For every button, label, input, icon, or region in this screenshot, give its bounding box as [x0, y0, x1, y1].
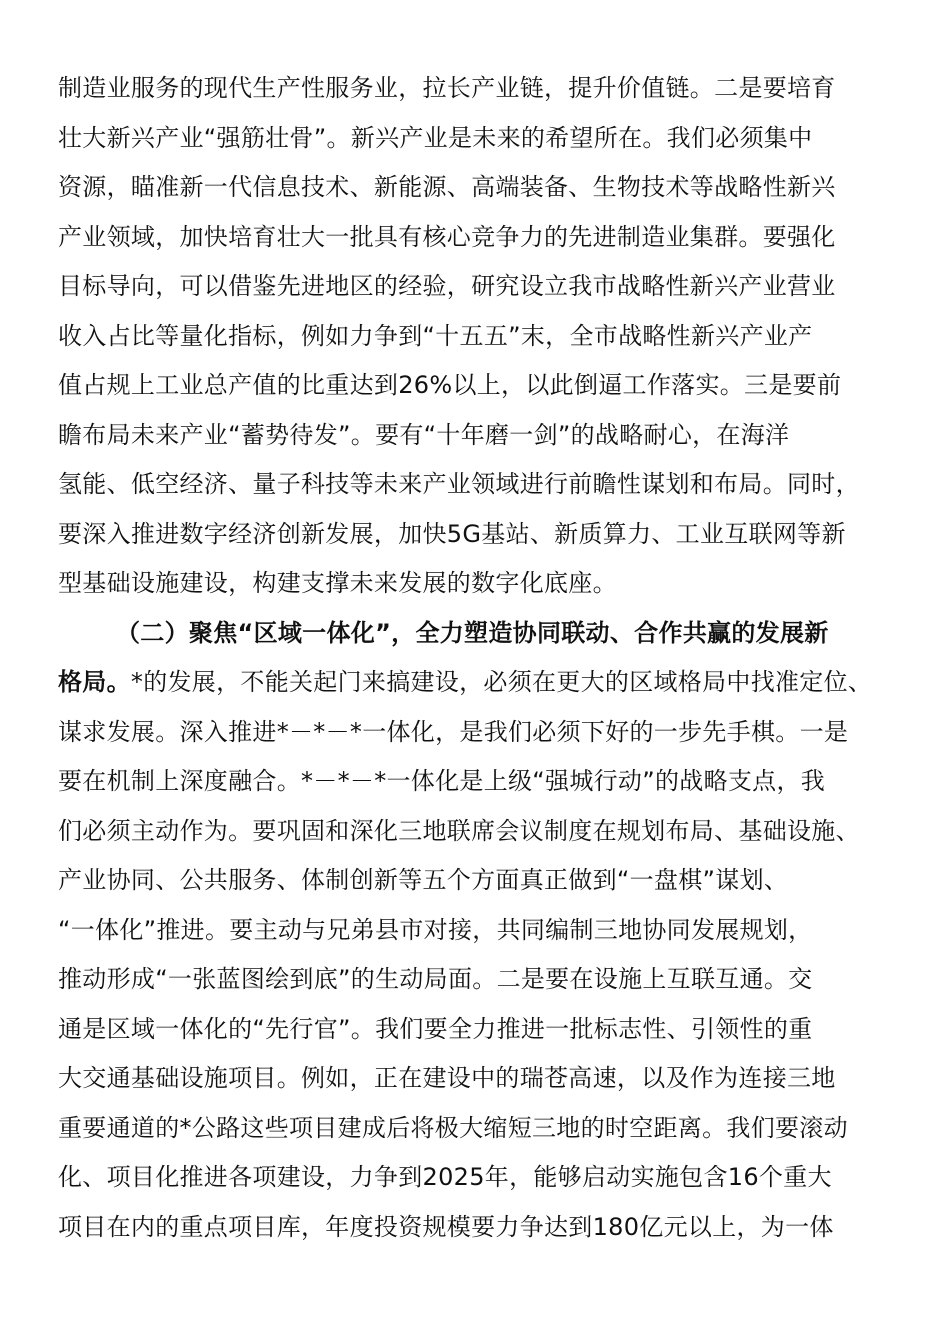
document-page [58, 64, 898, 1252]
text-line: 通是区域一体化的“先行官”。我们要全力推进一批标志性、引领性的重 [58, 1014, 813, 1043]
text-line: 氢能、低空经济、量子科技等未来产业领域进行前瞻性谋划和布局。同时， [58, 470, 860, 498]
text-line: 化、项目化推进各项建设，力争到2025年，能够启动实施包含16个重大 [58, 1163, 832, 1191]
paragraph-industry [58, 64, 898, 609]
text-line: 瞻布局未来产业“蓄势待发”。要有“十年磨一剑”的战略耐心，在海洋 [58, 420, 790, 449]
text-line: 重要通道的*公路这些项目建成后将极大缩短三地的时空距离。我们要滚动 [58, 1113, 848, 1142]
text-line: 壮大新兴产业“强筋壮骨”。新兴产业是未来的希望所在。我们必须集中 [58, 123, 813, 152]
text-line: 产业协同、公共服务、体制创新等五个方面真正做到“一盘棋”谋划、 [58, 866, 789, 894]
text-line: 项目在内的重点项目库，年度投资规模要力争达到180亿元以上，为一体 [58, 1212, 834, 1241]
text-line: 资源，瞄准新一代信息技术、新能源、高端装备、生物技术等战略性新兴 [58, 173, 836, 201]
text-line: 推动形成“一张蓝图绘到底”的生动局面。二是要在设施上互联互通。交 [58, 965, 813, 993]
text-line: 值占规上工业总产值的比重达到26%以上，以此倒逼工作落实。三是要前 [58, 371, 842, 399]
text-line: 型基础设施建设，构建支撑未来发展的数字化底座。 [58, 569, 617, 597]
text-line: 产业领域，加快培育壮大一批具有核心竞争力的先进制造业集群。要强化 [58, 222, 836, 251]
text-line: 们必须主动作为。要巩固和深化三地联席会议制度在规划布局、基础设施、 [58, 816, 860, 845]
text-line [58, 658, 898, 708]
text-line: 谋求发展。深入推进*－*－*一体化，是我们必须下好的一步先手棋。一是 [58, 717, 849, 746]
text-line: 大交通基础设施项目。例如，正在建设中的瑞苍高速，以及作为连接三地 [58, 1064, 836, 1092]
section-heading: （二）聚焦“区域一体化”，全力塑造协同联动、合作共赢的发展新 [116, 618, 829, 647]
section-heading-end: 格局。 [58, 668, 131, 696]
text-line: 要深入推进数字经济创新发展，加快5G基站、新质算力、工业互联网等新 [58, 519, 846, 548]
text-line: 收入占比等量化指标，例如力争到“十五五”末，全市战略性新兴产业产 [58, 321, 813, 350]
text-line: 要在机制上深度融合。*－*－*一体化是上级“强城行动”的战略支点，我 [58, 767, 826, 795]
text-line: “一体化”推进。要主动与兄弟县市对接，共同编制三地协同发展规划， [58, 915, 813, 944]
text-line: 制造业服务的现代生产性服务业，拉长产业链，提升价值链。二是要培育 [58, 74, 836, 102]
text-line: 目标导向，可以借鉴先进地区的经验，研究设立我市战略性新兴产业营业 [58, 272, 836, 300]
text-span: *的发展，不能关起门来搞建设，必须在更大的区域格局中找准定位、 [130, 668, 873, 696]
paragraph-regional-integration [58, 609, 898, 1253]
